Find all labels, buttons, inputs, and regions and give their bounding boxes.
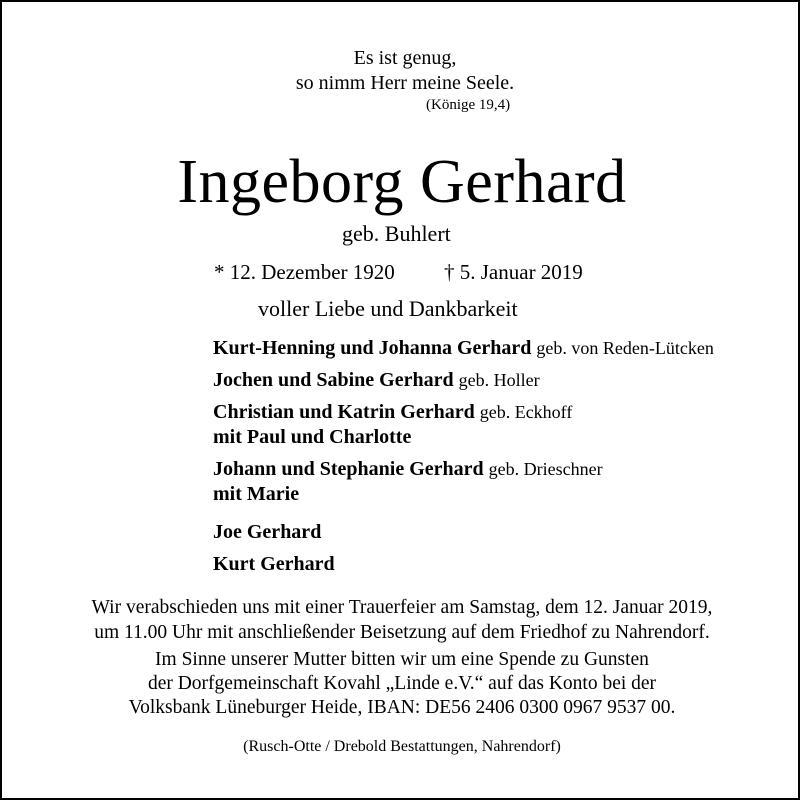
mourner-entry [213, 398, 572, 426]
mourner-nee: geb. Eckhoff [479, 402, 573, 422]
mourner-nee: geb. Holler [458, 370, 540, 390]
birth-date: * 12. Dezember 1920 [214, 260, 395, 284]
mourner-entry [213, 518, 321, 546]
mourner-entry [213, 550, 335, 578]
undertaker-credit: (Rusch-Otte / Drebold Bestattungen, Nahrendorf) [243, 738, 561, 755]
mourner-names: Joe Gerhard [213, 521, 322, 543]
deceased-name: Ingeborg Gerhard [177, 148, 627, 216]
mourner-names: Johann und Stephanie Gerhard [213, 458, 484, 480]
mourner-names: Jochen und Sabine Gerhard [213, 369, 454, 391]
mourner-names: Christian und Katrin Gerhard [213, 401, 475, 423]
mourner-nee: geb. von Reden-Lütcken [536, 338, 714, 358]
donation-line-3: Volksbank Lüneburger Heide, IBAN: DE56 2406 0300 0967 9537 00. [128, 697, 676, 718]
donation-line-1: Im Sinne unserer Mutter bitten wir um eine Spende zu Gunsten [155, 649, 649, 670]
verse-line-1: Es ist genug, [353, 47, 457, 69]
mourner-entry [213, 334, 714, 362]
mourner-children [213, 480, 299, 508]
mourner-nee: geb. Drieschner [488, 459, 603, 479]
verse-reference: (Könige 19,4) [426, 97, 511, 113]
death-date: † 5. Januar 2019 [444, 260, 583, 284]
maiden-name: geb. Buhlert [342, 221, 451, 246]
mourner-names: Kurt Gerhard [213, 553, 335, 575]
donation-line-2: der Dorfgemeinschaft Kovahl „Linde e.V.“ auf das Konto bei der [147, 673, 657, 694]
dedication: voller Liebe und Dankbarkeit [258, 296, 518, 321]
funeral-line-1: Wir verabschieden uns mit einer Trauerfeier am Samstag, dem 12. Januar 2019, [91, 597, 713, 618]
mourner-entry [213, 366, 540, 394]
mourner-children-names: mit Marie [213, 483, 300, 505]
verse-line-2: so nimm Herr meine Seele. [295, 72, 515, 94]
funeral-line-2: um 11.00 Uhr mit anschließender Beisetzung auf dem Friedhof zu Nahrendorf. [94, 622, 710, 643]
mourner-children-names: mit Paul und Charlotte [213, 426, 412, 448]
mourner-entry [213, 455, 603, 483]
mourner-children [213, 423, 411, 451]
mourner-names: Kurt-Henning und Johanna Gerhard [213, 337, 532, 359]
